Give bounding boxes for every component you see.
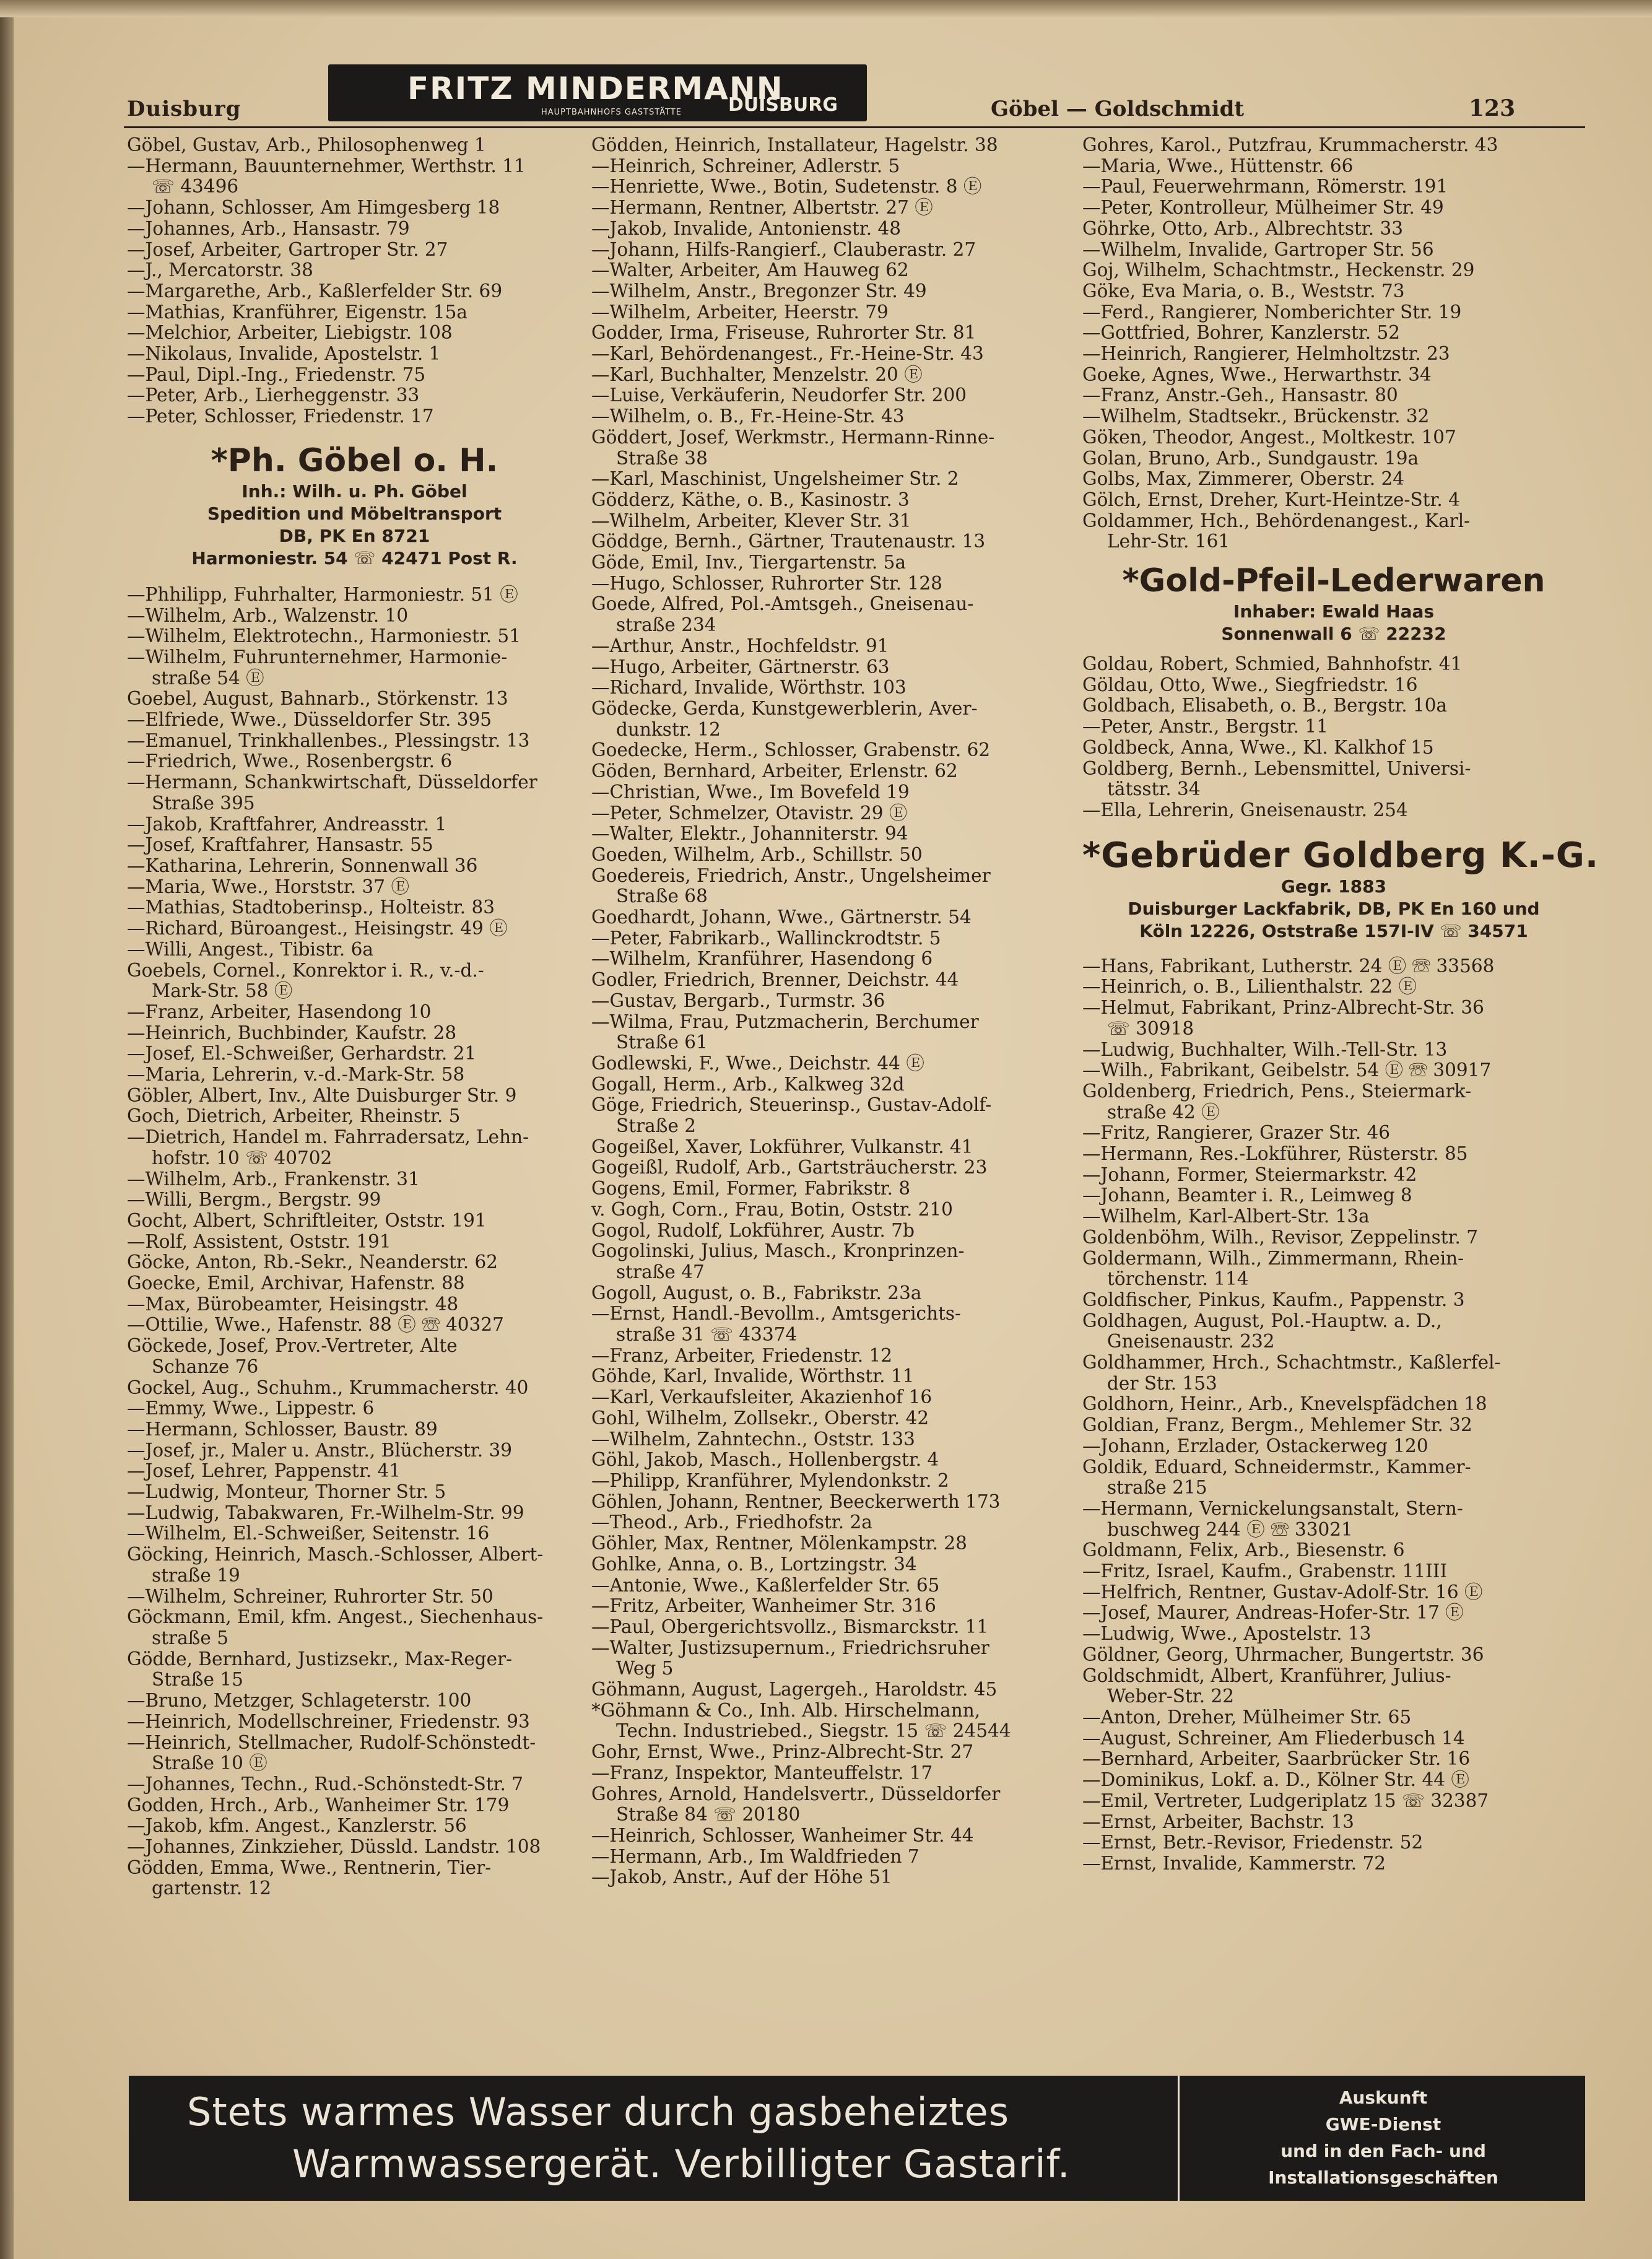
- directory-entry: —Peter, Anstr., Bergstr. 11: [1082, 716, 1328, 738]
- directory-entry: —Anton, Dreher, Mülheimer Str. 65: [1082, 1707, 1412, 1728]
- entry-list: [591, 135, 1080, 1888]
- ad-divider: [1178, 2076, 1180, 2201]
- directory-entry: —Hermann, Schlosser, Baustr. 89: [127, 1419, 438, 1440]
- header-city: Duisburg: [127, 97, 241, 121]
- directory-entry: Godden, Hrch., Arb., Wanheimer Str. 179: [127, 1795, 510, 1816]
- ad-slogan-line: Warmwassergerät. Verbilligter Gastarif.: [292, 2141, 1071, 2187]
- directory-entry: straße 54 Ⓔ: [152, 668, 264, 689]
- directory-entry: Goldmann, Felix, Arb., Biesenstr. 6: [1082, 1540, 1405, 1561]
- directory-entry: —Max, Bürobeamter, Heisingstr. 48: [127, 1294, 459, 1315]
- ad-goldpfeil: [1082, 561, 1585, 645]
- directory-entry: Göcke, Anton, Rb.-Sekr., Neanderstr. 62: [127, 1252, 498, 1273]
- directory-entry: —Johannes, Zinkzieher, Düssld. Landstr. 108: [127, 1837, 541, 1858]
- directory-entry: —Heinrich, Schreiner, Adlerstr. 5: [591, 155, 900, 176]
- directory-entry: —Nikolaus, Invalide, Apostelstr. 1: [127, 344, 441, 365]
- entry-list: [1082, 956, 1585, 1874]
- directory-entry: Goebel, August, Bahnarb., Störkenstr. 13: [127, 689, 508, 710]
- directory-entry: straße 31 ☏ 43374: [616, 1325, 798, 1346]
- directory-entry: —Ludwig, Monteur, Thorner Str. 5: [127, 1482, 446, 1503]
- directory-entry: —Arthur, Anstr., Hochfeldstr. 91: [591, 635, 889, 656]
- directory-entry: Straße 68: [616, 886, 708, 907]
- directory-entry: —Franz, Inspektor, Manteuffelstr. 17: [591, 1762, 933, 1783]
- directory-entry: Straße 10 Ⓔ: [152, 1753, 267, 1774]
- directory-entry: —Wilhelm, Arb., Frankenstr. 31: [127, 1169, 420, 1190]
- directory-entry: Straße 84 ☏ 20180: [616, 1804, 801, 1826]
- directory-entry: —J., Mercatorstr. 38: [127, 260, 313, 281]
- directory-entry: Gohl, Wilhelm, Zollsekr., Oberstr. 42: [591, 1408, 929, 1429]
- directory-entry: Goldian, Franz, Bergm., Mehlemer Str. 32: [1082, 1415, 1472, 1436]
- directory-entry: —Margarethe, Arb., Kaßlerfelder Str. 69: [127, 281, 503, 302]
- directory-entry: —Hermann, Rentner, Albertstr. 27 Ⓔ: [591, 198, 933, 219]
- directory-entry: —Wilhelm, Zahntechn., Oststr. 133: [591, 1429, 915, 1450]
- directory-entry: —Ottilie, Wwe., Hafenstr. 88 Ⓔ ☏ 40327: [127, 1315, 504, 1336]
- directory-entry: —Bruno, Metzger, Schlageterstr. 100: [127, 1691, 472, 1712]
- directory-entry: Schanze 76: [152, 1356, 259, 1377]
- directory-entry: Golan, Bruno, Arb., Sundgaustr. 19a: [1082, 448, 1419, 469]
- directory-entry: —Josef, Kraftfahrer, Hansastr. 55: [127, 835, 433, 856]
- directory-entry: Gödderz, Käthe, o. B., Kasinostr. 3: [591, 489, 910, 510]
- directory-entry: Mark-Str. 58 Ⓔ: [152, 981, 293, 1002]
- directory-entry: —Peter, Schmelzer, Otavistr. 29 Ⓔ: [591, 803, 908, 824]
- directory-entry: —Henriette, Wwe., Botin, Sudetenstr. 8 Ⓔ: [591, 176, 982, 198]
- directory-entry: Goldhagen, August, Pol.-Hauptw. a. D.,: [1082, 1310, 1442, 1331]
- ad-goebel-line: Spedition und Möbeltransport: [207, 503, 502, 524]
- directory-entry: Göckede, Josef, Prov.-Vertreter, Alte: [127, 1336, 458, 1357]
- directory-entry: Gogeißl, Rudolf, Arb., Gartsträucherstr. 23: [591, 1157, 988, 1178]
- footer-advertisement: [129, 2076, 1585, 2201]
- directory-entry: buschweg 244 Ⓔ ☏ 33021: [1107, 1519, 1353, 1540]
- directory-entry: —Ernst, Handl.-Bevollm., Amtsgerichts-: [591, 1304, 962, 1325]
- directory-entry: Gödde, Bernhard, Justizsekr., Max-Reger-: [127, 1648, 513, 1669]
- directory-entry: —Hugo, Schlosser, Ruhrorter Str. 128: [591, 573, 942, 594]
- directory-entry: Göbel, Gustav, Arb., Philosophenweg 1: [127, 135, 486, 155]
- directory-entry: Gohlke, Anna, o. B., Lortzingstr. 34: [591, 1554, 917, 1575]
- directory-entry: —Wilhelm, El.-Schweißer, Seitenstr. 16: [127, 1523, 490, 1544]
- ad-info-line: und in den Fach- und: [1280, 2141, 1486, 2161]
- directory-entry: —Fritz, Rangierer, Grazer Str. 46: [1082, 1123, 1391, 1144]
- advertiser-city: DUISBURG: [728, 94, 838, 116]
- directory-entry: —Josef, Lehrer, Pappenstr. 41: [127, 1461, 401, 1482]
- header-rule: [124, 126, 1585, 128]
- directory-entry: Goldenböhm, Wilh., Revisor, Zeppelinstr. 7: [1082, 1227, 1478, 1248]
- directory-entry: —Heinrich, Stellmacher, Rudolf-Schönstedt-: [127, 1732, 536, 1753]
- directory-entry: straße 215: [1107, 1478, 1207, 1499]
- directory-entry: straße 47: [616, 1261, 705, 1282]
- directory-entry: Gogeißel, Xaver, Lokführer, Vulkanstr. 41: [591, 1136, 973, 1157]
- directory-entry: —August, Schreiner, Am Fliederbusch 14: [1082, 1728, 1465, 1749]
- directory-entry: Goecke, Emil, Archivar, Hafenstr. 88: [127, 1273, 465, 1294]
- directory-entry: —Wilhelm, o. B., Fr.-Heine-Str. 43: [591, 406, 905, 427]
- ad-goebel-name: *Ph. Göbel o. H.: [211, 442, 498, 479]
- directory-entry: Goch, Dietrich, Arbeiter, Rheinstr. 5: [127, 1106, 461, 1127]
- directory-entry: —Peter, Schlosser, Friedenstr. 17: [127, 406, 434, 427]
- ad-info-line: Auskunft: [1339, 2087, 1428, 2108]
- directory-entry: —Ernst, Betr.-Revisor, Friedenstr. 52: [1082, 1832, 1424, 1853]
- ad-goldberg: [1082, 835, 1599, 942]
- entry-list: [1082, 135, 1585, 552]
- directory-entry: Gocht, Albert, Schriftleiter, Oststr. 191: [127, 1210, 487, 1231]
- directory-entry: Weg 5: [616, 1658, 674, 1679]
- directory-entry: —Elfriede, Wwe., Düsseldorfer Str. 395: [127, 710, 492, 731]
- directory-entry: —Franz, Arbeiter, Friedenstr. 12: [591, 1345, 893, 1366]
- directory-entry: —Antonie, Wwe., Kaßlerfelder Str. 65: [591, 1575, 940, 1596]
- directory-entry: Straße 395: [152, 793, 255, 814]
- directory-entry: —Johann, Beamter i. R., Leimweg 8: [1082, 1185, 1412, 1206]
- directory-entry: Godder, Irma, Friseuse, Ruhrorter Str. 81: [591, 323, 976, 344]
- directory-entry: —Emmy, Wwe., Lippestr. 6: [127, 1398, 375, 1419]
- directory-entry: —Hermann, Schankwirtschaft, Düsseldorfer: [127, 772, 537, 793]
- directory-entry: —Richard, Büroangest., Heisingstr. 49 Ⓔ: [127, 918, 508, 939]
- directory-entry: —Johannes, Techn., Rud.-Schönstedt-Str. 7: [127, 1774, 524, 1795]
- directory-entry: Gödden, Heinrich, Installateur, Hagelstr. 38: [591, 135, 998, 155]
- directory-entry: —Wilhelm, Arbeiter, Klever Str. 31: [591, 510, 911, 531]
- directory-entry: —Hans, Fabrikant, Lutherstr. 24 Ⓔ ☏ 33568: [1082, 955, 1495, 977]
- entry-list: [127, 135, 582, 427]
- directory-entry: Gogall, Herm., Arb., Kalkweg 32d: [591, 1074, 905, 1095]
- directory-entry: Göhde, Karl, Invalide, Wörthstr. 11: [591, 1366, 915, 1387]
- directory-entry: Straße 2: [616, 1116, 697, 1137]
- directory-entry: —Friedrich, Wwe., Rosenbergstr. 6: [127, 751, 453, 772]
- directory-entry: —Wilh., Fabrikant, Geibelstr. 54 Ⓔ ☏ 30917: [1082, 1060, 1492, 1081]
- directory-entry: —Franz, Arbeiter, Hasendong 10: [127, 1001, 432, 1022]
- column-2: [591, 135, 1080, 1888]
- directory-entry: Gogol, Rudolf, Lokführer, Austr. 7b: [591, 1220, 915, 1241]
- directory-entry: Göbler, Albert, Inv., Alte Duisburger Str. 9: [127, 1085, 517, 1106]
- directory-entry: —Johannes, Arb., Hansastr. 79: [127, 218, 410, 239]
- page-number: 123: [1469, 95, 1516, 121]
- directory-entry: Straße 15: [152, 1669, 243, 1691]
- directory-entry: Gneisenaustr. 232: [1107, 1331, 1275, 1352]
- directory-entry: ☏ 30918: [1107, 1018, 1194, 1039]
- directory-entry: —Philipp, Kranführer, Mylendonkstr. 2: [591, 1471, 949, 1491]
- directory-entry: Göge, Friedrich, Steuerinsp., Gustav-Adolf-: [591, 1095, 992, 1116]
- ad-goebel-line: DB, PK En 8721: [279, 525, 430, 546]
- directory-entry: —Paul, Feuerwehrmann, Römerstr. 191: [1082, 176, 1448, 198]
- directory-entry: —Wilhelm, Schreiner, Ruhrorter Str. 50: [127, 1586, 493, 1607]
- directory-entry: —Heinrich, Modellschreiner, Friedenstr. 93: [127, 1711, 530, 1732]
- directory-entry: —Walter, Elektr., Johanniterstr. 94: [591, 824, 908, 845]
- directory-entry: Göldau, Otto, Wwe., Siegfriedstr. 16: [1082, 674, 1418, 695]
- directory-entry: Goeke, Agnes, Wwe., Herwarthstr. 34: [1082, 364, 1432, 385]
- directory-entry: Gohr, Ernst, Wwe., Prinz-Albrecht-Str. 27: [591, 1742, 974, 1763]
- directory-entry: der Str. 153: [1107, 1373, 1217, 1394]
- directory-entry: —Karl, Buchhalter, Menzelstr. 20 Ⓔ: [591, 364, 923, 385]
- directory-entry: —Gottfried, Bohrer, Kanzlerstr. 52: [1082, 323, 1401, 344]
- directory-entry: —Franz, Anstr.-Geh., Hansastr. 80: [1082, 385, 1398, 406]
- directory-entry: —Mathias, Kranführer, Eigenstr. 15a: [127, 302, 467, 323]
- directory-entry: Gölch, Ernst, Dreher, Kurt-Heintze-Str. 4: [1082, 489, 1460, 510]
- directory-entry: Weber-Str. 22: [1107, 1686, 1235, 1707]
- directory-entry: Goldau, Robert, Schmied, Bahnhofstr. 41: [1082, 654, 1463, 675]
- directory-entry: —Ernst, Arbeiter, Bachstr. 13: [1082, 1811, 1354, 1832]
- directory-entry: —Gustav, Bergarb., Turmstr. 36: [591, 990, 885, 1011]
- ad-goldpfeil-name: *Gold-Pfeil-Lederwaren: [1122, 562, 1545, 600]
- directory-entry: Goede, Alfred, Pol.-Amtsgeh., Gneisenau-: [591, 594, 974, 615]
- directory-entry: Goeden, Wilhelm, Arb., Schillstr. 50: [591, 844, 923, 865]
- entry-list: [127, 585, 582, 1899]
- directory-entry: Goj, Wilhelm, Schachtmstr., Heckenstr. 29: [1082, 260, 1475, 281]
- directory-entry: —Fritz, Israel, Kaufm., Grabenstr. 11III: [1082, 1561, 1448, 1582]
- directory-entry: —Walter, Arbeiter, Am Hauweg 62: [591, 260, 909, 281]
- directory-entry: Goldhorn, Heinr., Arb., Knevelspfädchen 18: [1082, 1394, 1487, 1415]
- directory-entry: —Peter, Fabrikarb., Wallinckrodtstr. 5: [591, 928, 941, 949]
- directory-entry: —Wilhelm, Elektrotechn., Harmoniestr. 51: [127, 626, 521, 647]
- directory-entry: —Emanuel, Trinkhallenbes., Plessingstr. 13: [127, 730, 530, 751]
- directory-entry: Goldbeck, Anna, Wwe., Kl. Kalkhof 15: [1082, 737, 1434, 758]
- directory-entry: Goldberg, Bernh., Lebensmittel, Universi-: [1082, 758, 1471, 779]
- ad-goldberg-name: *Gebrüder Goldberg K.-G.: [1082, 835, 1599, 876]
- directory-entry: —Bernhard, Arbeiter, Saarbrücker Str. 16: [1082, 1749, 1471, 1770]
- directory-entry: —Melchior, Arbeiter, Liebigstr. 108: [127, 323, 453, 344]
- directory-entry: Gödecke, Gerda, Kunstgewerblerin, Aver-: [591, 698, 978, 719]
- directory-entry: —Karl, Verkaufsleiter, Akazienhof 16: [591, 1387, 933, 1408]
- directory-entry: Goedhardt, Johann, Wwe., Gärtnerstr. 54: [591, 907, 972, 928]
- directory-entry: —Katharina, Lehrerin, Sonnenwall 36: [127, 855, 478, 876]
- directory-entry: —Josef, jr., Maler u. Anstr., Blücherstr. 39: [127, 1440, 512, 1461]
- directory-entry: Göckmann, Emil, kfm. Angest., Siechenhaus-: [127, 1607, 544, 1628]
- directory-entry: —Johann, Hilfs-Rangierf., Clauberastr. 27: [591, 239, 976, 260]
- directory-entry: Goldenberg, Friedrich, Pens., Steiermark-: [1082, 1081, 1472, 1102]
- directory-entry: Göhler, Max, Rentner, Mölenkampstr. 28: [591, 1533, 967, 1554]
- directory-entry: —Wilma, Frau, Putzmacherin, Berchumer: [591, 1011, 979, 1032]
- directory-entry: Göhlen, Johann, Rentner, Beeckerwerth 173: [591, 1491, 1001, 1512]
- directory-entry: Goldammer, Hch., Behördenangest., Karl-: [1082, 510, 1471, 531]
- directory-entry: —Maria, Wwe., Hüttenstr. 66: [1082, 155, 1354, 176]
- directory-entry: —Jakob, Invalide, Antonienstr. 48: [591, 218, 902, 239]
- directory-entry: —Wilhelm, Kranführer, Hasendong 6: [591, 949, 933, 970]
- directory-entry: Göken, Theodor, Angest., Moltkestr. 107: [1082, 427, 1456, 448]
- directory-entry: dunkstr. 12: [616, 719, 721, 740]
- directory-entry: —Josef, Maurer, Andreas-Hofer-Str. 17 Ⓔ: [1082, 1603, 1464, 1624]
- directory-entry: Gohres, Karol., Putzfrau, Krummacherstr. 43: [1082, 135, 1498, 155]
- directory-entry: —Helmut, Fabrikant, Prinz-Albrecht-Str. 36: [1082, 998, 1484, 1019]
- directory-entry: —Helfrich, Rentner, Gustav-Adolf-Str. 16 Ⓔ: [1082, 1582, 1483, 1603]
- directory-entry: tätsstr. 34: [1107, 779, 1201, 800]
- directory-entry: Gogolinski, Julius, Masch., Kronprinzen-: [591, 1241, 965, 1262]
- directory-entry: Göldner, Georg, Uhrmacher, Bungertstr. 36: [1082, 1644, 1484, 1665]
- directory-entry: —Ferd., Rangierer, Nomberichter Str. 19: [1082, 302, 1462, 323]
- directory-entry: —Luise, Verkäuferin, Neudorfer Str. 200: [591, 385, 967, 406]
- directory-entry: gartenstr. 12: [152, 1878, 272, 1899]
- directory-entry: —Ella, Lehrerin, Gneisenaustr. 254: [1082, 799, 1408, 820]
- directory-entry: —Richard, Invalide, Wörthstr. 103: [591, 677, 906, 699]
- ad-goebel-line: Inh.: Wilh. u. Ph. Göbel: [241, 481, 467, 502]
- ad-goldberg-line: Duisburger Lackfabrik, DB, PK En 160 und: [1128, 898, 1540, 919]
- directory-entry: Techn. Industriebed., Siegstr. 15 ☏ 24544: [616, 1721, 1011, 1742]
- directory-entry: —Theod., Arb., Friedhofstr. 2a: [591, 1512, 872, 1533]
- directory-entry: —Dietrich, Handel m. Fahrradersatz, Lehn-: [127, 1127, 529, 1148]
- directory-entry: Gödden, Emma, Wwe., Rentnerin, Tier-: [127, 1857, 492, 1878]
- directory-entry: —Wilhelm, Anstr., Bregonzer Str. 49: [591, 281, 927, 302]
- directory-entry: Gogoll, August, o. B., Fabrikstr. 23a: [591, 1282, 922, 1304]
- directory-entry: —Ludwig, Buchhalter, Wilh.-Tell-Str. 13: [1082, 1039, 1448, 1060]
- directory-entry: Göddge, Bernh., Gärtner, Trautenaustr. 13: [591, 531, 986, 552]
- directory-entry: Gockel, Aug., Schuhm., Krummacherstr. 40: [127, 1377, 529, 1398]
- directory-entry: Goldhammer, Hrch., Schachtmstr., Kaßlerfel-: [1082, 1352, 1501, 1373]
- directory-entry: Göhrke, Otto, Arb., Albrechtstr. 33: [1082, 218, 1404, 239]
- directory-entry: —Walter, Justizsupernum., Friedrichsruher: [591, 1637, 989, 1658]
- directory-entry: —Christian, Wwe., Im Bovefeld 19: [591, 781, 910, 803]
- directory-entry: hofstr. 10 ☏ 40702: [152, 1147, 333, 1169]
- directory-entry: Goedereis, Friedrich, Anstr., Ungelsheimer: [591, 865, 991, 886]
- directory-entry: —Hermann, Res.-Lokführer, Rüsterstr. 85: [1082, 1144, 1468, 1165]
- ad-goldpfeil-line: Inhaber: Ewald Haas: [1233, 601, 1435, 622]
- directory-entry: törchenstr. 114: [1107, 1269, 1249, 1290]
- directory-entry: Göddert, Josef, Werkmstr., Hermann-Rinne-: [591, 427, 995, 448]
- directory-entry: —Jakob, kfm. Angest., Kanzlerstr. 56: [127, 1816, 467, 1837]
- directory-entry: —Jakob, Anstr., Auf der Höhe 51: [591, 1867, 892, 1888]
- ad-goebel-line: Harmoniestr. 54 ☏ 42471 Post R.: [191, 547, 518, 568]
- directory-entry: —Peter, Arb., Lierheggenstr. 33: [127, 385, 420, 406]
- directory-entry: —Wilhelm, Invalide, Gartroper Str. 56: [1082, 239, 1434, 260]
- directory-entry: —Wilhelm, Arb., Walzenstr. 10: [127, 605, 409, 626]
- page-binding: [0, 0, 14, 2259]
- directory-entry: —Wilhelm, Karl-Albert-Str. 13a: [1082, 1206, 1370, 1227]
- directory-entry: Goldfischer, Pinkus, Kaufm., Pappenstr. 3: [1082, 1289, 1465, 1310]
- directory-entry: —Ludwig, Wwe., Apostelstr. 13: [1082, 1624, 1372, 1645]
- directory-entry: —Wilhelm, Fuhrunternehmer, Harmonie-: [127, 646, 508, 668]
- directory-entry: —Johann, Schlosser, Am Himgesberg 18: [127, 198, 500, 219]
- directory-entry: —Karl, Maschinist, Ungelsheimer Str. 2: [591, 469, 959, 490]
- ad-info-line: GWE-Dienst: [1325, 2114, 1441, 2135]
- directory-entry: Göhmann, August, Lagergeh., Haroldstr. 45: [591, 1679, 998, 1700]
- directory-entry: —Peter, Kontrolleur, Mülheimer Str. 49: [1082, 198, 1444, 219]
- directory-entry: Goldermann, Wilh., Zimmermann, Rhein-: [1082, 1248, 1464, 1269]
- directory-entry: Godler, Friedrich, Brenner, Deichstr. 44: [591, 970, 959, 991]
- header-name-range: Göbel — Goldschmidt: [991, 97, 1245, 121]
- directory-entry: Göden, Bernhard, Arbeiter, Erlenstr. 62: [591, 761, 958, 782]
- directory-entry: —Willi, Bergm., Bergstr. 99: [127, 1190, 381, 1211]
- directory-entry: *Göhmann & Co., Inh. Alb. Hirschelmann,: [591, 1700, 981, 1721]
- directory-entry: Gohres, Arnold, Handelsvertr., Düsseldorfer: [591, 1783, 1001, 1804]
- directory-entry: —Rolf, Assistent, Oststr. 191: [127, 1231, 391, 1252]
- directory-entry: —Paul, Dipl.-Ing., Friedenstr. 75: [127, 364, 426, 385]
- directory-entry: —Josef, El.-Schweißer, Gerhardstr. 21: [127, 1043, 477, 1064]
- directory-entry: Göke, Eva Maria, o. B., Weststr. 73: [1082, 281, 1405, 302]
- directory-entry: —Paul, Obergerichtsvollz., Bismarckstr. 11: [591, 1616, 989, 1637]
- directory-entry: —Maria, Lehrerin, v.-d.-Mark-Str. 58: [127, 1064, 465, 1086]
- directory-entry: ☏ 43496: [152, 176, 239, 198]
- advertiser-name: FRITZ MINDERMANN: [407, 71, 784, 107]
- column-1: [127, 135, 582, 1899]
- ad-goebel: [127, 441, 582, 570]
- directory-entry: —Johann, Erzlader, Ostackerweg 120: [1082, 1435, 1428, 1456]
- advertiser-subtitle: HAUPTBAHNHOFS GASTSTÄTTE: [541, 108, 682, 117]
- directory-entry: straße 19: [152, 1565, 240, 1586]
- directory-entry: v. Gogh, Corn., Frau, Botin, Oststr. 210: [591, 1199, 953, 1220]
- directory-entry: straße 5: [152, 1628, 228, 1648]
- directory-entry: Goldschmidt, Albert, Kranführer, Julius-: [1082, 1665, 1451, 1686]
- directory-entry: —Wilhelm, Stadtsekr., Brückenstr. 32: [1082, 406, 1430, 427]
- directory-entry: —Hermann, Arb., Im Waldfrieden 7: [591, 1846, 919, 1867]
- ad-info-line: Installationsgeschäften: [1268, 2167, 1498, 2188]
- directory-entry: —Heinrich, Schlosser, Wanheimer Str. 44: [591, 1825, 974, 1846]
- directory-entry: Goldbach, Elisabeth, o. B., Bergstr. 10a: [1082, 695, 1448, 716]
- directory-entry: —Johann, Former, Steiermarkstr. 42: [1082, 1164, 1417, 1185]
- directory-entry: —Heinrich, Buchbinder, Kaufstr. 28: [127, 1022, 457, 1043]
- directory-entry: —Wilhelm, Arbeiter, Heerstr. 79: [591, 302, 889, 323]
- directory-entry: —Hugo, Arbeiter, Gärtnerstr. 63: [591, 656, 890, 677]
- page-edge: [0, 0, 1652, 17]
- ad-goldpfeil-line: Sonnenwall 6 ☏ 22232: [1221, 624, 1446, 645]
- directory-entry: Straße 61: [616, 1032, 708, 1053]
- directory-entry: Straße 38: [616, 448, 708, 469]
- directory-entry: —Ludwig, Tabakwaren, Fr.-Wilhelm-Str. 99: [127, 1502, 524, 1523]
- directory-entry: —Ernst, Invalide, Kammerstr. 72: [1082, 1853, 1386, 1874]
- directory-entry: —Heinrich, o. B., Lilienthalstr. 22 Ⓔ: [1082, 977, 1417, 998]
- directory-entry: —Josef, Arbeiter, Gartroper Str. 27: [127, 239, 448, 260]
- directory-entry: —Fritz, Arbeiter, Wanheimer Str. 316: [591, 1596, 936, 1617]
- header-advertisement: [328, 64, 867, 121]
- directory-entry: —Jakob, Kraftfahrer, Andreasstr. 1: [127, 814, 447, 835]
- directory-entry: —Hermann, Bauunternehmer, Werthstr. 11: [127, 155, 526, 176]
- directory-entry: Göde, Emil, Inv., Tiergartenstr. 5a: [591, 552, 906, 573]
- directory-entry: —Willi, Angest., Tibistr. 6a: [127, 939, 373, 960]
- directory-entry: —Hermann, Vernickelungsanstalt, Stern-: [1082, 1498, 1463, 1519]
- directory-entry: Godlewski, F., Wwe., Deichstr. 44 Ⓔ: [591, 1053, 924, 1074]
- directory-entry: —Heinrich, Rangierer, Helmholtzstr. 23: [1082, 344, 1450, 365]
- directory-entry: Göhl, Jakob, Masch., Hollenbergstr. 4: [591, 1450, 939, 1471]
- directory-entry: straße 42 Ⓔ: [1107, 1102, 1220, 1123]
- directory-entry: Goedecke, Herm., Schlosser, Grabenstr. 62: [591, 740, 991, 761]
- directory-entry: —Dominikus, Lokf. a. D., Kölner Str. 44 Ⓔ: [1082, 1770, 1469, 1791]
- directory-entry: Goebels, Cornel., Konrektor i. R., v.-d.-: [127, 960, 484, 981]
- directory-entry: —Phhilipp, Fuhrhalter, Harmoniestr. 51 Ⓔ: [127, 584, 518, 605]
- directory-entry: straße 234: [616, 615, 716, 636]
- directory-entry: Golbs, Max, Zimmerer, Oberstr. 24: [1082, 469, 1405, 490]
- ad-slogan-line: Stets warmes Wasser durch gasbeheiztes: [187, 2089, 1010, 2135]
- ad-goldberg-line: Köln 12226, Oststraße 157I-IV ☏ 34571: [1139, 920, 1528, 941]
- directory-entry: Gogens, Emil, Former, Fabrikstr. 8: [591, 1178, 911, 1199]
- ad-goldberg-line: Gegr. 1883: [1280, 876, 1387, 897]
- ad-info-box: [1181, 2084, 1585, 2191]
- column-3: [1082, 135, 1599, 1874]
- directory-entry: —Karl, Behördenangest., Fr.-Heine-Str. 43: [591, 344, 984, 365]
- entry-list: [1082, 654, 1585, 821]
- directory-entry: Göcking, Heinrich, Masch.-Schlosser, Albert-: [127, 1544, 544, 1565]
- directory-entry: —Mathias, Stadtoberinsp., Holteistr. 83: [127, 897, 495, 918]
- directory-entry: Goldik, Eduard, Schneidermstr., Kammer-: [1082, 1456, 1471, 1478]
- directory-entry: —Maria, Wwe., Horststr. 37 Ⓔ: [127, 876, 409, 897]
- directory-entry: —Emil, Vertreter, Ludgeriplatz 15 ☏ 32387: [1082, 1790, 1489, 1811]
- directory-entry: Lehr-Str. 161: [1107, 531, 1230, 552]
